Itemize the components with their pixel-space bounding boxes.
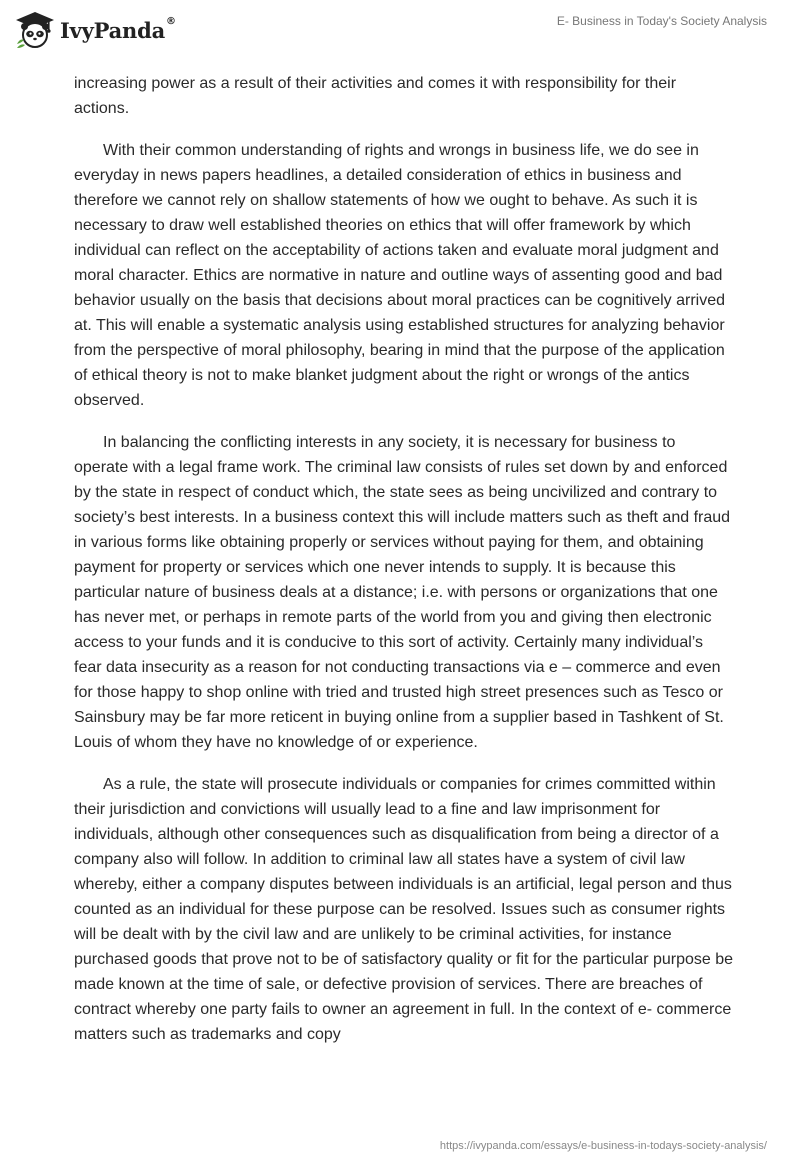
brand-name: IvyPanda — [60, 17, 166, 43]
footer-url[interactable]: https://ivypanda.com/essays/e-business-in-todays-society-analysis/ — [439, 1140, 767, 1152]
paragraph-2: With their common understanding of rights and wrongs in business life, we do see in everyday in news papers headlines, a detailed consideration of ethics in business and therefore we cannot rely on shallow statements of how we ought to behave. As such it is necessary to draw well established theories on ethics that will offer framework by which individual can reflect on the acceptability of actions taken and evaluate moral judgment and moral character. Ethics are normative in nature and outline ways of assenting good and bad behavior usually on the basis that decisions about moral practices can be cognitively arrived at. This will enable a systematic analysis using established structures for analyzing behavior from the perspective of moral philosophy, bearing in mind that the purpose of the application of ethical theory is not to make blanket judgment about the right or wrongs of the antics observed. — [74, 142, 726, 409]
paragraph-3: In balancing the conflicting interests in any society, it is necessary for business to operate with a legal frame work. The criminal law consists of rules set down by and enforced by the state in respect of conduct which, the state sees as being uncivilized and contrary to society’s best interests. In a business context this will include matters such as theft and fraud in various forms like obtaining properly or services without paying for them, and obtaining payment for property or services which one never intends to supply. It is because this particular nature of business deals at a distance; i.e. with persons or organizations that one has never met, or perhaps in remote parts of the world from you and giving then electronic access to your funds and it is conducive to this sort of activity. Certainly many individual’s fear data insecurity as a reason for not conducting transactions via e – commerce and even for those happy to shop online with tried and trusted high street presences such as Tesco or Sainsbury may be far more reticent in buying online from a supplier based in Tashkent of St. Louis of whom they have no knowledge of or experience. — [74, 434, 731, 751]
logo[interactable] — [14, 10, 176, 50]
page-header — [0, 0, 800, 60]
registered-mark: ® — [166, 15, 176, 27]
essay-body — [74, 71, 734, 1064]
panda-graduate-icon — [14, 10, 56, 50]
document-title: E- Business in Today's Society Analysis — [556, 14, 767, 28]
paragraph-1: increasing power as a result of their activities and comes it with responsibility for their actions. — [74, 75, 677, 117]
logo-text — [60, 15, 176, 43]
paragraph-4: As a rule, the state will prosecute individuals or companies for crimes committed within their jurisdiction and convictions will usually lead to a fine and law imprisonment for individuals, although other consequences such as disqualification from being a director of a company also will follow. In addition to criminal law all states have a system of civil law whereby, either a company disputes between individuals is an artificial, legal person and thus counted as an individual for these purpose can be resolved. Issues such as consumer rights will be dealt with by the civil law and are unlikely to be criminal activities, for instance purchased goods that prove not to be of satisfactory quality or fit for the particular purpose be made known at the time of sale, or defective provision of services. There are breaches of contract whereby one party fails to owner an agreement in full. In the context of e- commerce matters such as trademarks and copy — [74, 776, 734, 1043]
